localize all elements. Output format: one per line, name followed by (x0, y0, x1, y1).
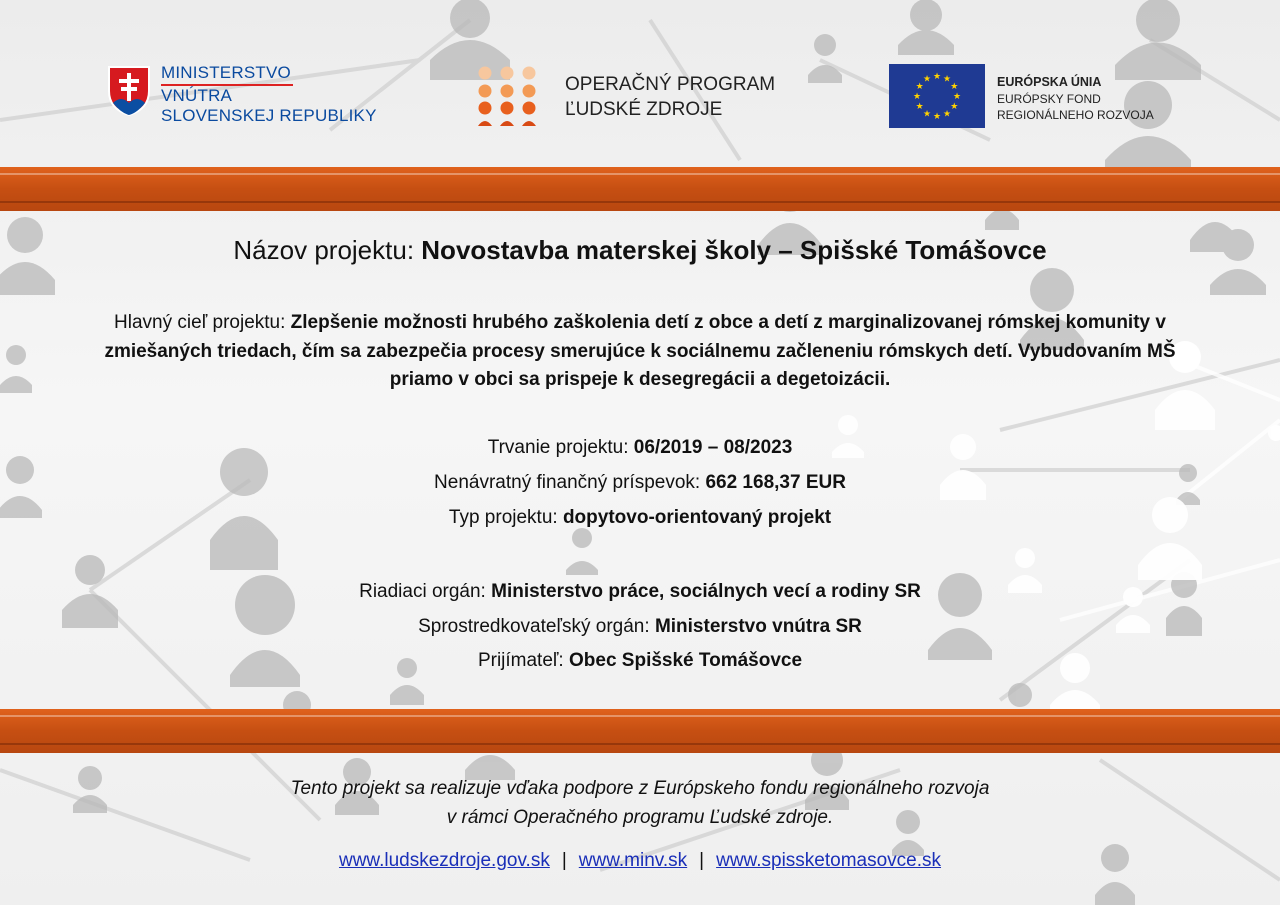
footer-links (0, 850, 1280, 872)
eu-star-icon: ★ (950, 82, 959, 92)
eu-star-icon: ★ (952, 92, 962, 102)
eu-star-icon: ★ (922, 74, 932, 85)
slovak-coat-of-arms-icon (107, 65, 151, 117)
op-logo-text (565, 73, 775, 122)
project-grant (0, 472, 1280, 494)
managing-authority (0, 581, 1280, 603)
project-goal-value: Zlepšenie možnosti hrubého zaškolenia detí z obce a detí z marginalizovanej rómskej komunity v zmiešaných triedach, čím sa zabezpečia procesy smerujúce k sociálnemu začleneniu rómskych detí. Vybudovaním MŠ priamo v obci sa prispeje k desegregácii a degetoizácii. (104, 312, 1176, 390)
intermediate-body (0, 616, 1280, 638)
eu-star-icon: ★ (942, 74, 952, 85)
grant-label: Nenávratný finančný príspevok: (434, 472, 706, 493)
eu-star-icon: ★ (950, 102, 959, 112)
orange-band-bottom (0, 709, 1280, 753)
intermediate-label: Sprostredkovateľský orgán: (418, 616, 655, 637)
type-label: Typ projektu: (448, 507, 563, 528)
grant-value: 662 168,37 EUR (705, 472, 846, 493)
project-duration (0, 437, 1280, 459)
duration-label: Trvanie projektu: (487, 437, 634, 458)
op-line-2: ĽUDSKÉ ZDROJE (565, 98, 723, 120)
duration-value: 06/2019 – 08/2023 (633, 437, 793, 458)
eu-star-icon: ★ (932, 112, 942, 122)
intermediate-value: Ministerstvo vnútra SR (654, 616, 862, 637)
ministry-red-rule (161, 84, 293, 86)
op-line-1: OPERAČNÝ PROGRAM (565, 74, 776, 95)
eu-star-icon: ★ (942, 109, 952, 120)
eu-star-icon: ★ (912, 92, 922, 102)
recipient (0, 650, 1280, 672)
managing-value: Ministerstvo práce, sociálnych vecí a rodiny SR (491, 581, 921, 602)
orange-band-top (0, 167, 1280, 211)
funding-note (0, 775, 1280, 832)
ministry-logo-text (161, 64, 377, 127)
eu-star-icon: ★ (915, 102, 924, 112)
funding-note-line-1: Tento projekt sa realizuje vďaka podpore z Európskeho fondu regionálneho rozvoja (290, 778, 990, 799)
eu-flag-icon (889, 64, 985, 128)
eu-line-3: REGIONÁLNEHO ROZVOJA (997, 108, 1154, 123)
project-name-label: Názov projektu: (233, 235, 422, 265)
project-name-value: Novostavba materskej školy – Spišské Tomášovce (421, 235, 1047, 265)
project-title (0, 235, 1280, 266)
link-separator: | (561, 850, 567, 871)
link-separator: | (699, 850, 705, 871)
eu-line-2: EURÓPSKY FOND (997, 91, 1101, 106)
type-value: dopytovo-orientovaný projekt (562, 507, 832, 528)
project-type (0, 507, 1280, 529)
ministry-line-2: VNÚTRA (161, 86, 233, 105)
link-spissketomasovce[interactable]: www.spissketomasovce.sk (716, 850, 942, 871)
funding-note-line-2: v rámci Operačného programu Ľudské zdroje. (446, 806, 834, 828)
eu-star-icon: ★ (932, 72, 942, 82)
managing-label: Riadiaci orgán: (359, 581, 492, 602)
recipient-label: Prijímateľ: (477, 650, 569, 671)
ministry-line-3: SLOVENSKEJ REPUBLIKY (161, 106, 377, 125)
header (0, 0, 1280, 160)
eu-star-icon: ★ (915, 82, 924, 92)
link-minv[interactable]: www.minv.sk (578, 850, 688, 871)
project-goal-label: Hlavný cieľ projektu: (114, 312, 291, 333)
ministry-line-1: MINISTERSTVO (161, 63, 291, 82)
eu-star-icon: ★ (922, 109, 932, 120)
eu-logo-text (997, 74, 1154, 123)
project-goal (100, 309, 1180, 395)
op-ludske-zdroje-dots-icon (476, 64, 538, 126)
eu-line-1: EURÓPSKA ÚNIA (997, 75, 1102, 89)
recipient-value: Obec Spišské Tomášovce (569, 650, 803, 671)
link-ludskezdroje[interactable]: www.ludskezdroje.gov.sk (338, 850, 550, 871)
